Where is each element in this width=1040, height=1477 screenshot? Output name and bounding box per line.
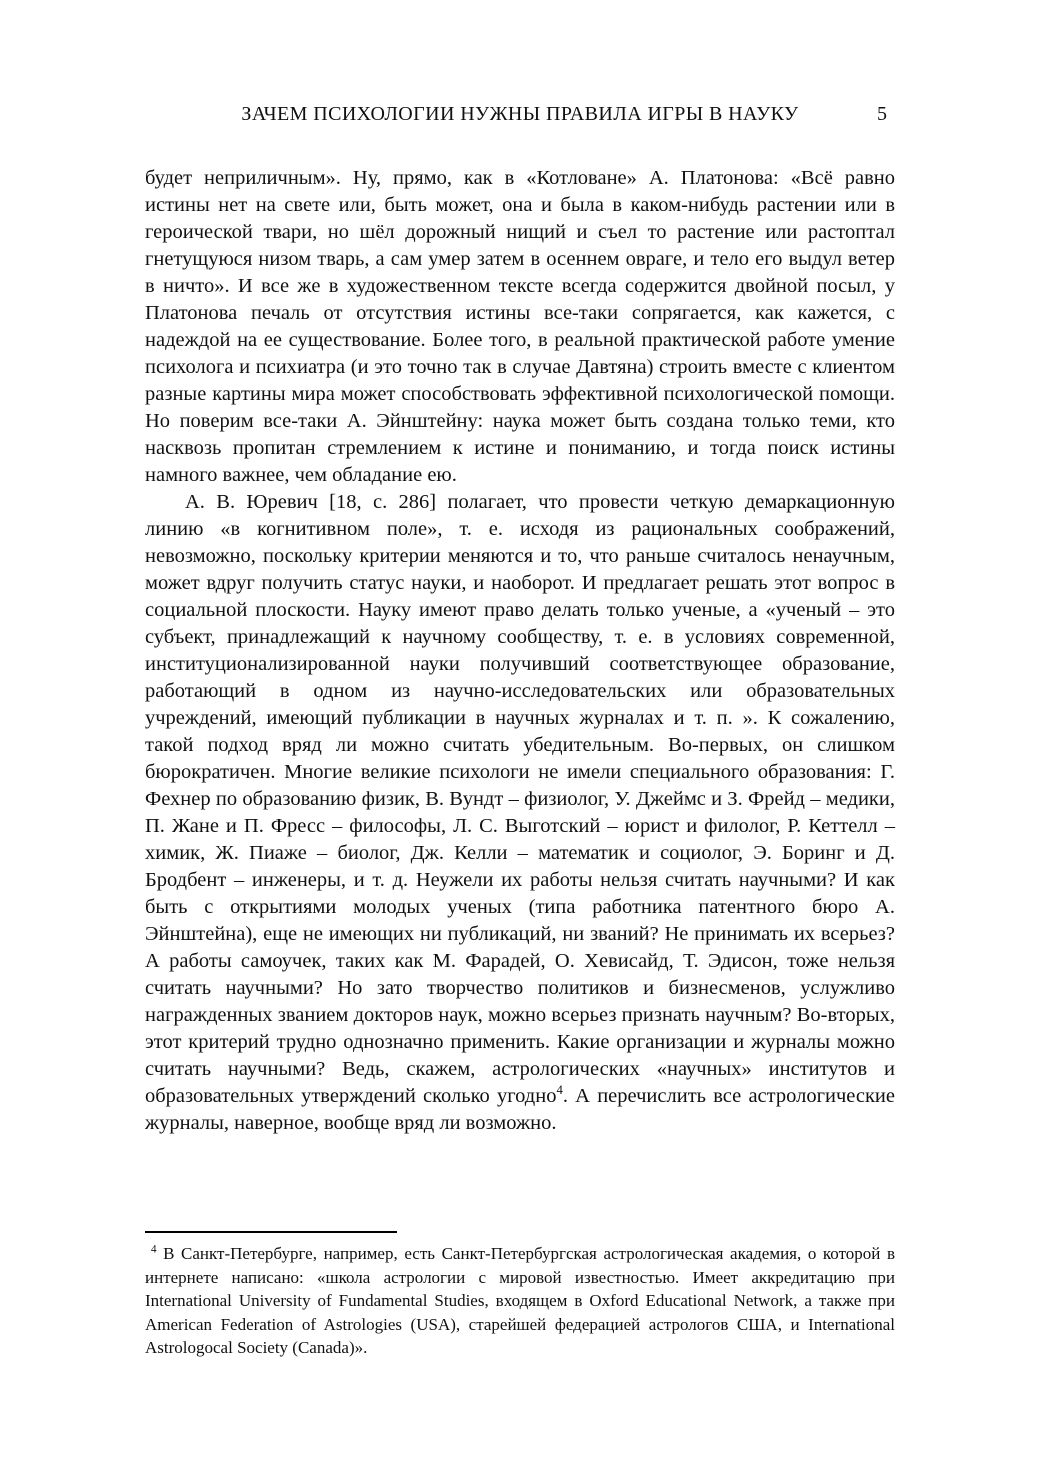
footnote-section: [145, 1231, 895, 1360]
footnote-marker: 4: [151, 1243, 157, 1256]
paragraph: [145, 165, 895, 489]
paragraph-text: А. В. Юревич [18, с. 286] полагает, что провести четкую демаркационную линию «в когнитивном поле», т. е. исходя из рациональных соображений, невозможно, поскольку критерии меняются и то, что раньше считалось ненаучным, может вдруг получить статус науки, и наоборот. И предлагает решать этот вопрос в социальной плоскости. Науку имеют право делать только ученые, а «ученый – это субъект, принадлежащий к научному сообществу, т. е. в условиях современной, институционализированной науки получивший соответствующее образование, работающий в одном из научно-исследовательских или образовательных учреждений, имеющий публикации в научных журналах и т. п. ». К сожалению, такой подход вряд ли можно считать убедительным. Во-первых, он слишком бюрократичен. Многие великие психологи не имели специального образования: Г. Фехнер по образованию физик, В. Вундт – физиолог, У. Джеймс и З. Фрейд – медики, П. Жане и П. Фресс – философы, Л. С. Выготский – юрист и филолог, Р. Кеттелл – химик, Ж. Пиаже – биолог, Дж. Келли – математик и социолог, Э. Боринг и Д. Бродбент – инженеры, и т. д. Неужели их работы нельзя считать научными? И как быть с открытиями молодых ученых (типа работника патентного бюро А. Эйнштейна), еще не имеющих ни публикаций, ни званий? Не принимать их всерьез? А работы самоучек, таких как М. Фарадей, О. Хевисайд, Т. Эдисон, тоже нельзя считать научными? Но зато творчество политиков и бизнесменов, услужливо награжденных званием докторов наук, можно всерьез признать научным? Во-вторых, этот критерий трудно однозначно применить. Какие организации и журналы можно считать научными? Ведь, скажем, астрологических «научных» институтов и образовательных утверждений сколько угодно: [145, 491, 895, 1107]
footnote-reference: 4: [556, 1083, 563, 1098]
footnote-text: В Санкт-Петербурге, например, есть Санкт-Петербургская астрологическая академия, о которой в интернете написано: «школа астрологии с мировой известностью. Имеет аккредитацию при International University of Fundamental Studies, входящем в Oxford Educational Network, а также при American Federation of Astrologies (USA), старейшей федерацией астрологов США, и International Astrologocal Society (Canada)».: [145, 1244, 895, 1357]
paragraph-text: . А перечислить все астрологические журналы, наверное, вообще вряд ли возможно.: [145, 1085, 895, 1134]
paragraph-text: будет неприличным». Ну, прямо, как в «Котловане» А. Платонова: «Всё равно истины нет на свете или, быть может, она и была в каком-нибудь растении или в героической твари, но шёл дорожный нищий и съел то растение или растоптал гнетущуюся низом тварь, а сам умер затем в осеннем овраге, и тело его выдул ветер в ничто». И все же в художественном тексте всегда содержится двойной посыл, у Платонова печаль от отсутствия истины все-таки сопрягается, как кажется, с надеждой на ее существование. Более того, в реальной практической работе умение психолога и психиатра (и это точно так в случае Давтяна) строить вместе с клиентом разные картины мира может способствовать эффективной психологической помощи. Но поверим все-таки А. Эйнштейну: наука может быть создана только теми, кто насквозь пропитан стремлением к истине и пониманию, и тогда поиск истины намного важнее, чем обладание ею.: [145, 167, 895, 486]
footnote: [145, 1242, 895, 1360]
page-body: [145, 165, 895, 1137]
running-header: [145, 103, 895, 126]
page-number: 5: [877, 103, 887, 125]
footnote-separator: [145, 1231, 397, 1233]
running-header-title: ЗАЧЕМ ПСИХОЛОГИИ НУЖНЫ ПРАВИЛА ИГРЫ В НАУКУ: [241, 103, 799, 125]
paragraph: [145, 489, 895, 1137]
